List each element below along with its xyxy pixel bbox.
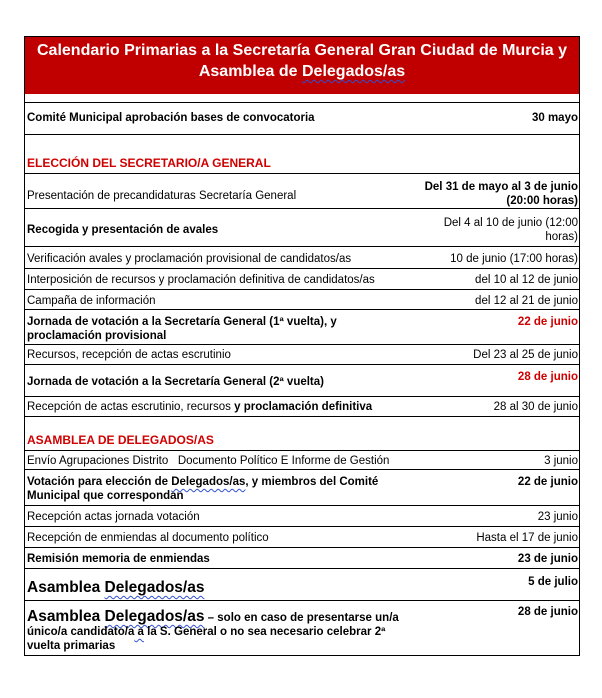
row-asamblea-1	[25, 569, 579, 601]
row-label: Campaña de información	[27, 295, 156, 307]
row-label: Remisión memoria de enmiendas	[27, 553, 210, 565]
row-date: 23 de junio	[517, 553, 578, 565]
row-remision	[25, 548, 579, 569]
row-label-line-1	[27, 607, 399, 626]
row-label-line-2-c: la S. General o no sea necesario celebrar 2ª	[143, 626, 386, 638]
row-date: del 10 al 12 de junio	[475, 274, 578, 286]
row-date-line-2: (20:00 horas)	[506, 195, 578, 207]
row-label: Comité Municipal aprobación bases de convocatoria	[27, 112, 315, 124]
row-label: Presentación de precandidaturas Secretaría General	[27, 190, 297, 202]
row-presentacion	[25, 174, 579, 209]
row-label: Jornada de votación a la Secretaría General (2ª vuelta)	[27, 376, 324, 388]
row-date-line-1: Del 4 al 10 de junio (12:00	[443, 217, 578, 229]
row-label: Recepción actas jornada votación	[27, 511, 200, 523]
row-label-part-b: Delegados/as	[104, 579, 205, 596]
row-label: Recursos, recepción de actas escrutinio	[27, 349, 231, 361]
section-secretario-general	[25, 135, 579, 174]
row-envio	[25, 451, 579, 470]
row-date: 28 al 30 de junio	[493, 401, 578, 413]
row-asamblea-2	[25, 601, 579, 655]
calendar-table	[24, 36, 580, 656]
row-date: 22 de junio	[517, 476, 578, 488]
row-label-bold: y proclamación definitiva	[234, 401, 373, 413]
row-label: Interposición de recursos y proclamación definitiva de candidatos/as	[27, 274, 375, 286]
row-label-line-2: Municipal que correspondan	[27, 490, 184, 502]
row-recepcion-jornada	[25, 506, 579, 527]
row-date: 28 de junio	[517, 606, 578, 618]
row-label: Verificación avales y proclamación provisional de candidatos/as	[27, 253, 352, 265]
row-date: 5 de julio	[528, 576, 578, 588]
row-date-line-2: horas)	[545, 231, 578, 243]
row-campana	[25, 290, 579, 310]
row-label-line-2	[27, 626, 385, 639]
row-date: Hasta el 17 de junio	[476, 532, 578, 544]
title-line-2	[25, 61, 579, 82]
row-label-part-a: Asamblea	[27, 608, 105, 625]
row-label: Recepción de enmiendas al documento político	[27, 532, 269, 544]
row-date: 28 de junio	[517, 371, 578, 383]
spacer-row	[25, 94, 579, 103]
row-label-line-3: vuelta primarias	[27, 640, 116, 652]
row-label-part-c: – solo en caso de presentarse un/a	[204, 612, 399, 624]
row-label-plain: Recepción de actas escrutinio, recursos	[27, 401, 235, 413]
section-asamblea-delegados	[25, 417, 579, 451]
row-label: Envío Agrupaciones Distrito Documento Político E Informe de Gestión	[27, 455, 390, 467]
row-date: 30 mayo	[531, 112, 578, 124]
title-line-2-underlined: Delegados/as	[302, 63, 406, 80]
row-date: 3 junio	[544, 455, 578, 467]
row-label-part-c: , y miembros del Comité	[245, 476, 379, 488]
row-label-line-1: Jornada de votación a la Secretaría General (1ª vuelta), y	[27, 316, 337, 328]
row-verificacion	[25, 247, 579, 269]
row-recogida	[25, 209, 579, 247]
row-jornada-1	[25, 310, 579, 345]
row-label-part-b: Delegados/as	[171, 476, 246, 488]
row-label-line-1	[27, 476, 378, 489]
row-date: 23 junio	[537, 511, 578, 523]
calendar-title	[25, 37, 579, 94]
row-date-line-1: Del 31 de mayo al 3 de junio	[424, 181, 578, 193]
row-label-line-2-a: único/a candidato/a	[27, 626, 135, 638]
row-comite	[25, 103, 579, 135]
section-title: ASAMBLEA DE DELEGADOS/AS	[27, 433, 214, 447]
row-recursos	[25, 345, 579, 365]
row-votacion-delegados	[25, 470, 579, 506]
row-date: del 12 al 21 de junio	[475, 295, 578, 307]
section-title: ELECCIÓN DEL SECRETARIO/A GENERAL	[27, 156, 271, 170]
row-label-part-a: Asamblea	[27, 579, 105, 596]
row-date: 22 de junio	[517, 316, 578, 328]
row-label-part-b: Delegados/as	[104, 608, 205, 625]
row-label-line-2-b: a	[134, 626, 144, 638]
row-label-line-2: proclamación provisional	[27, 330, 167, 342]
row-jornada-2	[25, 365, 579, 397]
title-line-2-prefix: Asamblea de	[198, 63, 302, 80]
row-recepcion-actas	[25, 397, 579, 417]
row-interposicion	[25, 269, 579, 290]
row-label	[27, 578, 204, 597]
row-date: 10 de junio (17:00 horas)	[450, 253, 578, 265]
title-line-1: Calendario Primarias a la Secretaría General Gran Ciudad de Murcia y	[37, 42, 567, 59]
row-label-part-a: Votación para elección de	[27, 476, 172, 488]
row-date: Del 23 al 25 de junio	[473, 349, 578, 361]
row-recepcion-enmiendas	[25, 527, 579, 548]
row-label	[27, 401, 372, 414]
row-label: Recogida y presentación de avales	[27, 224, 219, 236]
